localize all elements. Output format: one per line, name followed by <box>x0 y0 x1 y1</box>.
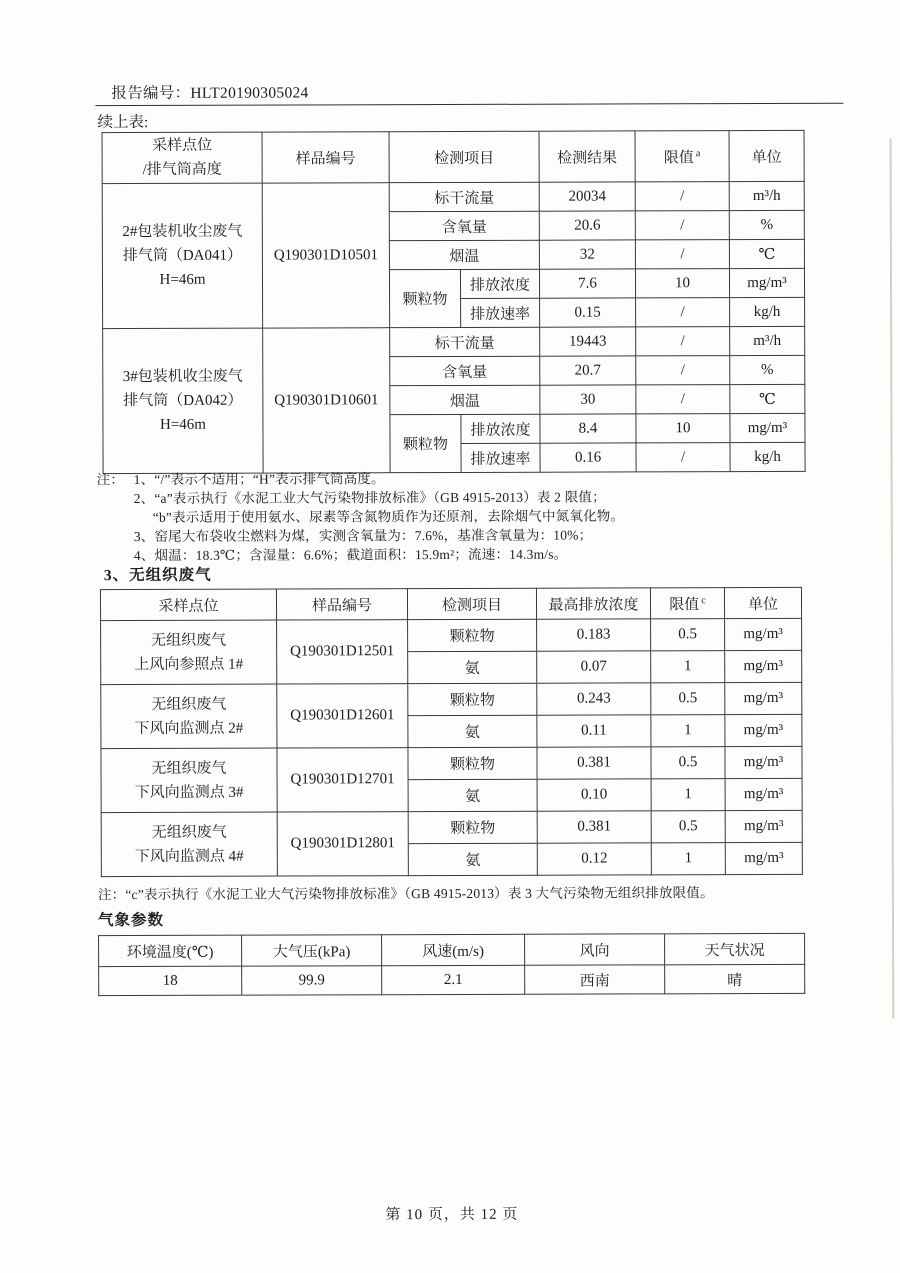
site-line: 无组织废气 <box>151 696 227 713</box>
limit-cell: 0.5 <box>651 619 725 651</box>
unit-cell: m³/h <box>729 181 804 210</box>
continued-table-label: 续上表: <box>97 113 149 132</box>
result-cell: 32 <box>539 240 635 269</box>
item-sub-cell: 排放浓度 <box>461 414 540 443</box>
col-header-item: 检测项目 <box>389 131 539 182</box>
col-header-site-line2: /排气筒高度 <box>142 161 222 178</box>
limit-cell: / <box>636 356 730 385</box>
limit-cell: / <box>636 298 730 327</box>
note-line: 4、烟温：18.3℃；含湿量：6.6%；截道面积：15.9m²；流速：14.3m/s。 <box>133 546 568 563</box>
result-cell: 19443 <box>540 327 636 356</box>
item-cell: 氨 <box>408 843 537 875</box>
site-cell <box>101 684 277 749</box>
item-cell: 烟温 <box>390 385 540 414</box>
note-line: “b”表示适用于使用氨水、尿素等含氮物质作为还原剂，去除烟气中氮氧化物。 <box>152 508 625 525</box>
col-header-unit: 单位 <box>724 587 801 618</box>
sample-id-cell: Q190301D10601 <box>263 328 390 473</box>
site-cell <box>101 748 277 813</box>
item-cell: 标干流量 <box>390 327 540 356</box>
col-header-atmospheric-pressure: 大气压(kPa) <box>242 935 382 966</box>
unit-cell: mg/m³ <box>725 778 802 810</box>
unit-cell: mg/m³ <box>725 618 802 650</box>
col-header-unit: 单位 <box>729 130 804 181</box>
site-line: 上风向参照点 1# <box>134 656 244 673</box>
table1-notes <box>97 468 625 565</box>
unit-cell: mg/m³ <box>725 714 802 746</box>
site-line: 无组织废气 <box>151 824 227 841</box>
ambient-temperature-value: 18 <box>99 966 242 995</box>
item-sub-cell: 排放速率 <box>461 298 540 327</box>
result-cell: 0.11 <box>537 715 651 747</box>
scan-edge-artifact <box>890 139 894 1019</box>
result-cell: 0.16 <box>540 443 636 472</box>
limit-footnote-marker: a <box>695 147 701 159</box>
result-cell: 30 <box>540 385 636 414</box>
notes-label: 注： <box>96 472 125 488</box>
result-cell: 0.381 <box>537 811 651 843</box>
col-header-site-line1: 采样点位 <box>152 137 213 154</box>
result-cell: 8.4 <box>540 414 636 443</box>
item-cell: 颗粒物 <box>408 747 537 779</box>
unit-cell: % <box>730 355 805 384</box>
sample-id-cell: Q190301D12601 <box>277 684 408 748</box>
site-cell <box>101 812 277 877</box>
limit-cell: / <box>636 327 730 356</box>
limit-label: 限值 <box>663 149 694 166</box>
weather-condition-value: 晴 <box>665 964 805 993</box>
limit-cell: / <box>635 211 729 240</box>
col-header-item: 检测项目 <box>407 588 536 619</box>
result-cell: 20.6 <box>539 211 635 240</box>
limit-cell: 10 <box>635 269 729 298</box>
result-cell: 20.7 <box>540 356 636 385</box>
col-header-wind-speed: 风速(m/s) <box>382 934 525 965</box>
unit-cell: kg/h <box>730 442 805 471</box>
result-cell: 0.243 <box>537 683 651 715</box>
col-header-site: 采样点位 <box>100 589 276 621</box>
site-line: 下风向监测点 4# <box>134 848 244 865</box>
item-cell: 颗粒物 <box>408 619 537 651</box>
site-line: 排气筒（DA041） <box>122 247 243 265</box>
unit-cell: m³/h <box>730 326 805 355</box>
site-line: H=46m <box>159 271 206 288</box>
item-group-cell: 颗粒物 <box>389 269 460 327</box>
result-cell: 0.183 <box>537 619 651 651</box>
site-line: 无组织废气 <box>151 760 227 777</box>
limit-cell: 1 <box>651 651 725 683</box>
page-number: 第 10 页，共 12 页 <box>385 1206 519 1224</box>
result-cell: 0.381 <box>537 747 651 779</box>
sample-id-cell: Q190301D12701 <box>277 748 408 812</box>
limit-cell: 1 <box>651 715 725 747</box>
item-cell: 含氧量 <box>390 356 540 385</box>
site-cell <box>101 620 277 685</box>
note-line: 1、“/”表示不适用；“H”表示排气筒高度。 <box>133 471 385 487</box>
col-header-sample: 样品编号 <box>276 589 407 620</box>
col-header-limit <box>650 588 724 619</box>
item-cell: 氨 <box>408 715 537 747</box>
item-sub-cell: 排放浓度 <box>460 269 539 298</box>
unit-cell: mg/m³ <box>725 810 802 842</box>
report-number-line <box>111 80 308 103</box>
wind-direction-value: 西南 <box>525 965 665 994</box>
limit-cell: 0.5 <box>651 747 725 779</box>
unit-cell: kg/h <box>730 297 805 326</box>
section3-title: 3、无组织废气 <box>103 566 212 585</box>
result-cell: 7.6 <box>539 269 635 298</box>
col-header-weather-condition: 天气状况 <box>665 933 805 964</box>
site-line: 3#包装机收尘废气 <box>122 368 243 386</box>
unit-cell: mg/m³ <box>730 413 805 442</box>
item-cell: 颗粒物 <box>408 683 537 715</box>
table-header-row <box>99 933 805 966</box>
item-cell: 烟温 <box>389 240 539 269</box>
table-row <box>101 682 802 716</box>
item-cell: 氨 <box>408 779 537 811</box>
table-row <box>101 618 802 652</box>
note-line: 3、窑尾大布袋收尘燃料为煤，实测含氧量为：7.6%，基准含氧量为：10%； <box>133 527 593 544</box>
site-cell <box>103 328 263 474</box>
sample-id-cell: Q190301D10501 <box>262 183 389 328</box>
unit-cell: mg/m³ <box>729 268 804 297</box>
col-header-result: 检测结果 <box>539 131 635 182</box>
item-cell: 氨 <box>408 651 537 683</box>
limit-cell: 10 <box>636 414 730 443</box>
table-header-row <box>100 587 801 620</box>
limit-cell: / <box>635 182 729 211</box>
note-line: 2、“a”表示执行《水泥工业大气污染物排放标准》（GB 4915-2013）表 2 限值； <box>133 489 606 506</box>
unit-cell: ℃ <box>730 384 805 413</box>
weather-table <box>98 933 805 996</box>
report-number-label: 报告编号： <box>111 84 191 103</box>
weather-section-title: 气象参数 <box>97 911 165 930</box>
fugitive-emission-table <box>100 587 803 877</box>
sample-id-cell: Q190301D12801 <box>277 812 408 876</box>
col-header-max-concentration: 最高排放浓度 <box>536 588 650 619</box>
limit-cell: 0.5 <box>651 811 725 843</box>
limit-footnote-marker: c <box>701 594 706 606</box>
table-row <box>102 181 804 212</box>
result-cell: 0.12 <box>537 843 651 875</box>
result-cell: 20034 <box>539 182 635 211</box>
result-cell: 0.10 <box>537 779 651 811</box>
site-line: 无组织废气 <box>151 632 227 649</box>
report-number-value: HLT20190305024 <box>190 84 309 102</box>
item-cell: 标干流量 <box>389 182 539 211</box>
unit-cell: mg/m³ <box>725 650 802 682</box>
stack-emission-table <box>102 130 806 474</box>
table-row <box>101 810 802 844</box>
site-line: 下风向监测点 2# <box>134 720 244 737</box>
site-line: 2#包装机收尘废气 <box>122 223 243 241</box>
col-header-site <box>102 132 262 184</box>
header-rule <box>95 103 843 106</box>
limit-cell: / <box>636 385 730 414</box>
limit-cell: / <box>635 240 729 269</box>
table-row <box>103 326 805 357</box>
col-header-ambient-temperature: 环境温度(℃) <box>99 935 242 966</box>
item-cell: 颗粒物 <box>408 811 537 843</box>
unit-cell: mg/m³ <box>725 746 802 778</box>
col-header-sample: 样品编号 <box>262 132 389 183</box>
limit-cell: 1 <box>651 843 725 875</box>
table-row <box>99 964 805 995</box>
item-group-cell: 颗粒物 <box>390 414 461 472</box>
col-header-wind-direction: 风向 <box>525 934 665 965</box>
site-line: H=46m <box>159 416 206 433</box>
site-cell <box>102 183 262 329</box>
sample-id-cell: Q190301D12501 <box>277 620 408 684</box>
unit-cell: mg/m³ <box>725 842 802 874</box>
result-cell: 0.07 <box>537 651 651 683</box>
notes-lines <box>134 468 625 565</box>
site-line: 下风向监测点 3# <box>134 784 244 801</box>
item-sub-cell: 排放速率 <box>461 443 540 472</box>
atmospheric-pressure-value: 99.9 <box>242 966 382 995</box>
col-header-limit <box>635 131 729 182</box>
unit-cell: ℃ <box>729 239 804 268</box>
site-line: 排气筒（DA042） <box>123 392 243 410</box>
limit-cell: 1 <box>651 779 725 811</box>
unit-cell: mg/m³ <box>725 682 802 714</box>
fugitive-table-note: 注：“c”表示执行《水泥工业大气污染物排放标准》（GB 4915-2013）表 3 大气污染物无组织排放限值。 <box>97 885 714 903</box>
wind-speed-value: 2.1 <box>382 965 525 994</box>
result-cell: 0.15 <box>540 298 636 327</box>
unit-cell: % <box>729 210 804 239</box>
limit-label: 限值 <box>669 596 700 613</box>
table-row <box>101 746 802 780</box>
table-header-row <box>102 130 804 183</box>
limit-cell: 0.5 <box>651 683 725 715</box>
limit-cell: / <box>636 443 730 472</box>
item-cell: 含氧量 <box>389 211 539 240</box>
